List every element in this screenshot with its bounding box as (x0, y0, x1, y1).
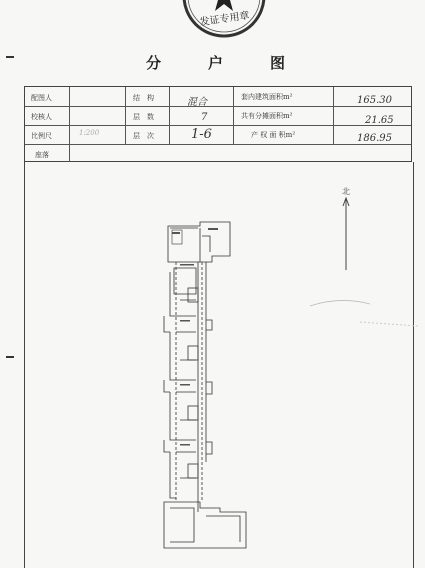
north-arrow-icon (336, 184, 356, 270)
value-inner-area: 165.30 (357, 95, 392, 106)
north-label: 北 (342, 187, 350, 196)
margin-mark (6, 56, 14, 58)
official-seal (178, 0, 270, 38)
label-structure: 结 构 (133, 94, 154, 102)
label-inner-area: 套内建筑面积m² (241, 93, 293, 101)
value-title-area: 186.95 (357, 133, 392, 144)
label-checker: 校核人 (31, 113, 52, 121)
title-char-1: 分 (146, 54, 163, 72)
label-shared-area: 共有分摊面积m² (241, 112, 293, 120)
title-char-2: 户 (208, 54, 225, 72)
label-scale: 比例尺 (31, 132, 52, 140)
info-table (24, 86, 412, 162)
value-scale: 1:200 (79, 129, 100, 137)
title-char-3: 图 (270, 54, 287, 72)
label-drawer: 配图人 (31, 94, 52, 102)
margin-mark (6, 356, 14, 358)
scan-smudge (300, 292, 420, 332)
seal-text: 发证专用章 (199, 10, 251, 29)
label-floor-level: 层 次 (133, 132, 154, 140)
document-title (0, 48, 425, 76)
label-floors: 层 数 (133, 113, 154, 121)
value-structure: 混合 (187, 97, 207, 108)
floor-plan-drawing (150, 212, 260, 568)
value-floors: 7 (201, 112, 208, 123)
label-title-area: 产 权 面 积m² (251, 131, 296, 139)
label-location: 座落 (35, 151, 49, 159)
value-shared-area: 21.65 (365, 115, 394, 126)
value-floor-level: 1-6 (191, 127, 212, 142)
